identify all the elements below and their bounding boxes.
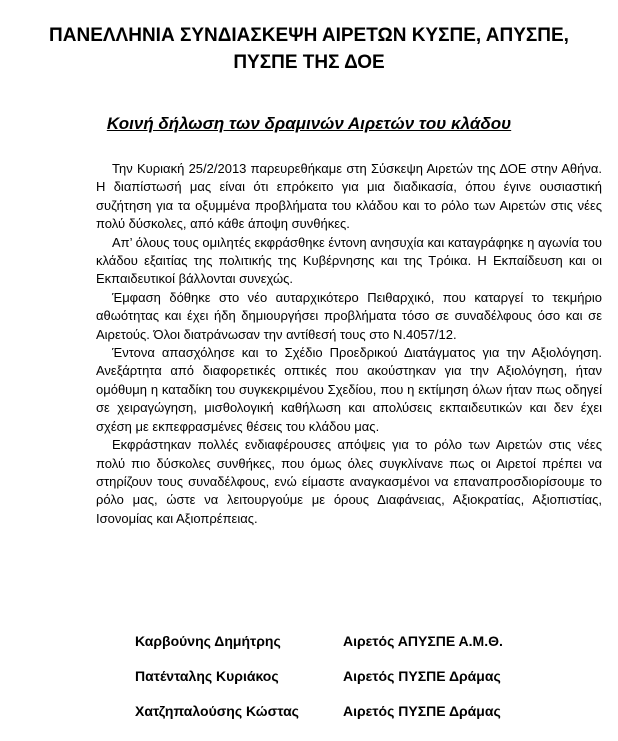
paragraph-5: Εκφράστηκαν πολλές ενδιαφέρουσες απόψεις για το ρόλο των Αιρετών στις νέες πολύ πιο δύσκολες συνθήκες, που όμως όλες συγκλίνανε πως οι Αιρετοί πρέπει να στηρίζουν τους συναδέλφους, ενώ είμαστε αναγκασμένοι να επαναπροσδιορίσουμε το ρόλο μας, ώστε να λειτουργούμε με όρους Διαφάνειας, Αξιοκρατίας, Αξιοπιστίας, Ισονομίας και Αξιοπρέπειας. [96, 437, 602, 526]
signature-name-3: Χατζηπαλούσης Κώστας [135, 703, 299, 719]
paragraph-1: Την Κυριακή 25/2/2013 παρευρεθήκαμε στη Σύσκεψη Αιρετών της ΔΟΕ στην Αθήνα. Η διαπίστωσή μας είναι ότι επρόκειτο για μια διαδικασία, όπου έγινε ουσιαστική συζήτηση για τα οξυμμένα προβλήματα του κλάδου και το ρόλο των Αιρετών στις νέες πολύ δύσκολες, από κάθε άποψη συνθήκες. [96, 161, 602, 232]
document-subtitle: Κοινή δήλωση των δραμινών Αιρετών του κλάδου [106, 114, 512, 133]
paragraph-2: Απ’ όλους τους ομιλητές εκφράσθηκε έντονη ανησυχία και καταγράφηκε η αγωνία του κλάδου εξαιτίας της πολιτικής της Κυβέρνησης και της Τρόικα. Η Εκπαίδευση και οι Εκπαιδευτικοί βάλλονται συνεχώς. [96, 234, 602, 287]
signature-role-3: Αιρετός ΠΥΣΠΕ Δράμας [343, 703, 501, 719]
signature-role-2: Αιρετός ΠΥΣΠΕ Δράμας [343, 668, 501, 684]
document-body [96, 160, 602, 528]
paragraph-4: Έντονα απασχόλησε και το Σχέδιο Προεδρικού Διατάγματος για την Αξιολόγηση. Ανεξάρτητα από διαφορετικές οπτικές που ακούστηκαν για την Αξιολόγηση, ήταν ομόθυμη η καταδίκη του συγκεκριμένου Σχεδίου, που η εκτίμηση όλων ήταν πως οδηγεί σε χειραγώγηση, μισθολογική καθήλωση και απολύσεις εκπαιδευτικών και δεν έχει σχέση με εκπεφρασμένες θέσεις του κλάδου μας. [96, 345, 602, 434]
signature-name-2: Πατένταλης Κυριάκος [135, 668, 279, 684]
signature-role-1: Αιρετός ΑΠΥΣΠΕ Α.Μ.Θ. [343, 633, 503, 649]
signature-name-1: Καρβούνης Δημήτρης [135, 633, 281, 649]
document-title-line-2: ΠΥΣΠΕ ΤΗΣ ΔΟΕ [233, 52, 385, 73]
document-title-line-1: ΠΑΝΕΛΛΗΝΙΑ ΣΥΝΔΙΑΣΚΕΨΗ ΑΙΡΕΤΩΝ ΚΥΣΠΕ, ΑΠΥΣΠΕ, [49, 25, 569, 46]
paragraph-3: Έμφαση δόθηκε στο νέο αυταρχικότερο Πειθαρχικό, που καταργεί το τεκμήριο αθωότητας και έχει ήδη δημιουργήσει προβλήματα τόσο σε συναδέλφους όσο και σε Αιρετούς. Όλοι διατράνωσαν την αντίθεσή τους στο Ν.4057/12. [96, 289, 602, 342]
